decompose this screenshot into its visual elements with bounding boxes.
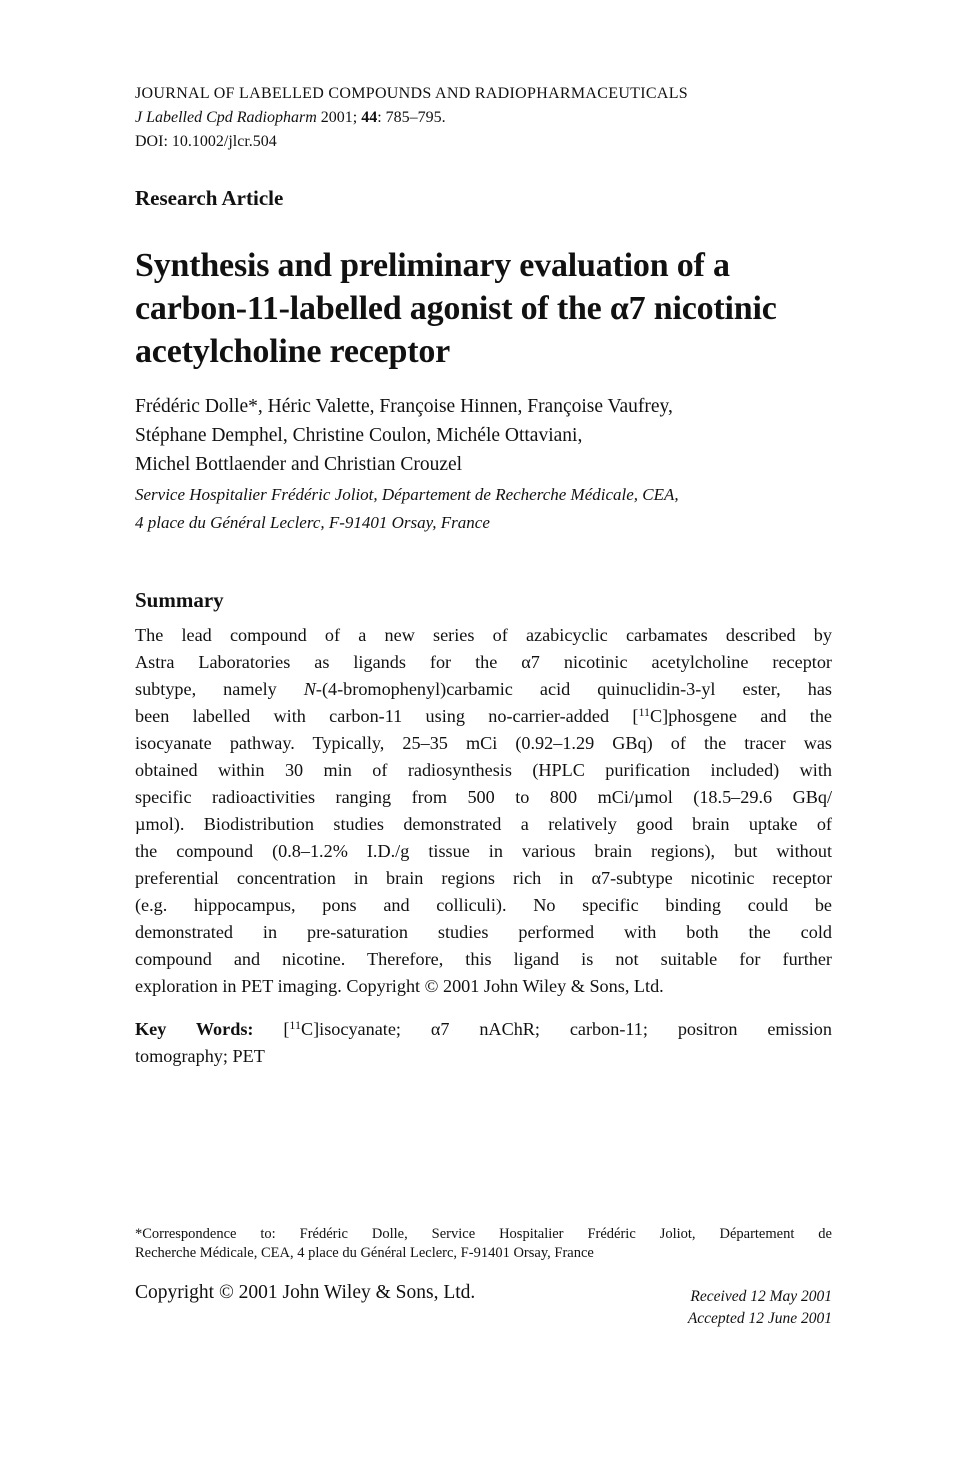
copyright-notice: Copyright © 2001 John Wiley & Sons, Ltd. bbox=[135, 1282, 476, 1303]
summary-body bbox=[135, 622, 832, 1000]
section-label: Research Article bbox=[135, 186, 284, 210]
footnote-line: Recherche Médicale, CEA, 4 place du Général Leclerc, F-91401 Orsay, France bbox=[135, 1245, 594, 1261]
summary-line: µmol). Biodistribution studies demonstrated a relatively good brain uptake of bbox=[135, 814, 832, 834]
affiliation-line: 4 place du Général Leclerc, F-91401 Orsay, France bbox=[135, 513, 490, 532]
citation-volume: 44 bbox=[361, 109, 378, 126]
summary-line: specific radioactivities ranging from 500 to 800 mCi/µmol (18.5–29.6 GBq/ bbox=[135, 787, 832, 807]
summary-line: (e.g. hippocampus, pons and colliculi). No specific binding could be bbox=[135, 895, 832, 915]
summary-line: exploration in PET imaging. Copyright © 2001 John Wiley & Sons, Ltd. bbox=[135, 976, 664, 996]
summary-line: Astra Laboratories as ligands for the α7 nicotinic acetylcholine receptor bbox=[135, 652, 832, 672]
affiliation bbox=[135, 481, 679, 537]
key-words-line bbox=[135, 1016, 832, 1043]
citation-pages: : 785–795. bbox=[377, 109, 446, 126]
summary-line: obtained within 30 min of radiosynthesis (HPLC purification included) with bbox=[135, 760, 832, 780]
title-line: Synthesis and preliminary evaluation of a bbox=[135, 247, 730, 284]
summary-line: the compound (0.8–1.2% I.D./g tissue in various brain regions), but without bbox=[135, 841, 832, 861]
key-words-text: [$^{11}$C]isocyanate; α7 nAChR; carbon-11; positron emission bbox=[253, 1018, 832, 1039]
summary-line: preferential concentration in brain regions rich in α7-subtype nicotinic receptor bbox=[135, 868, 832, 888]
citation-year: 2001; bbox=[316, 109, 362, 126]
citation bbox=[135, 106, 832, 130]
accepted-date: Accepted 12 June 2001 bbox=[687, 1310, 832, 1327]
affiliation-line: Service Hospitalier Frédéric Joliot, Département de Recherche Médicale, CEA, bbox=[135, 485, 679, 504]
key-words-line: tomography; PET bbox=[135, 1046, 265, 1066]
summary-line: been labelled with carbon-11 using no-carrier-added [$^{11}$C]phosgene and the bbox=[135, 705, 833, 726]
summary-line: subtype, namely N-(4-bromophenyl)carbamic acid quinuclidin-3-yl ester, has bbox=[135, 679, 832, 699]
author-line: Stéphane Demphel, Christine Coulon, Michéle Ottaviani, bbox=[135, 425, 583, 446]
summary-line: isocyanate pathway. Typically, 25–35 mCi (0.92–1.29 GBq) of the tracer was bbox=[135, 733, 832, 753]
author-line: Frédéric Dolle*, Héric Valette, Françoise Hinnen, Françoise Vaufrey, bbox=[135, 396, 673, 417]
summary-line: compound and nicotine. Therefore, this ligand is not suitable for further bbox=[135, 949, 832, 969]
summary-heading: Summary bbox=[135, 588, 224, 612]
author-line: Michel Bottlaender and Christian Crouzel bbox=[135, 454, 463, 475]
title-line: carbon-11-labelled agonist of the α7 nicotinic bbox=[135, 290, 777, 327]
author-list bbox=[135, 392, 673, 479]
journal-name: JOURNAL OF LABELLED COMPOUNDS AND RADIOPHARMACEUTICALS bbox=[135, 85, 688, 102]
article-title bbox=[135, 244, 777, 373]
footnote-line: *Correspondence to: Frédéric Dolle, Service Hospitalier Frédéric Joliot, Département de bbox=[135, 1226, 832, 1242]
summary-line: demonstrated in pre-saturation studies performed with both the cold bbox=[135, 922, 832, 942]
key-words-label: Key Words: bbox=[135, 1019, 254, 1039]
summary-line: The lead compound of a new series of azabicyclic carbamates described by bbox=[135, 625, 832, 645]
doi: DOI: 10.1002/jlcr.504 bbox=[135, 133, 277, 150]
correspondence-footnote bbox=[135, 1225, 832, 1263]
publication-dates bbox=[688, 1286, 832, 1330]
key-words bbox=[135, 1016, 832, 1070]
citation-journal: J Labelled Cpd Radiopharm bbox=[135, 109, 317, 126]
journal-header bbox=[135, 82, 832, 154]
title-line: acetylcholine receptor bbox=[135, 333, 451, 370]
received-date: Received 12 May 2001 bbox=[690, 1288, 832, 1305]
